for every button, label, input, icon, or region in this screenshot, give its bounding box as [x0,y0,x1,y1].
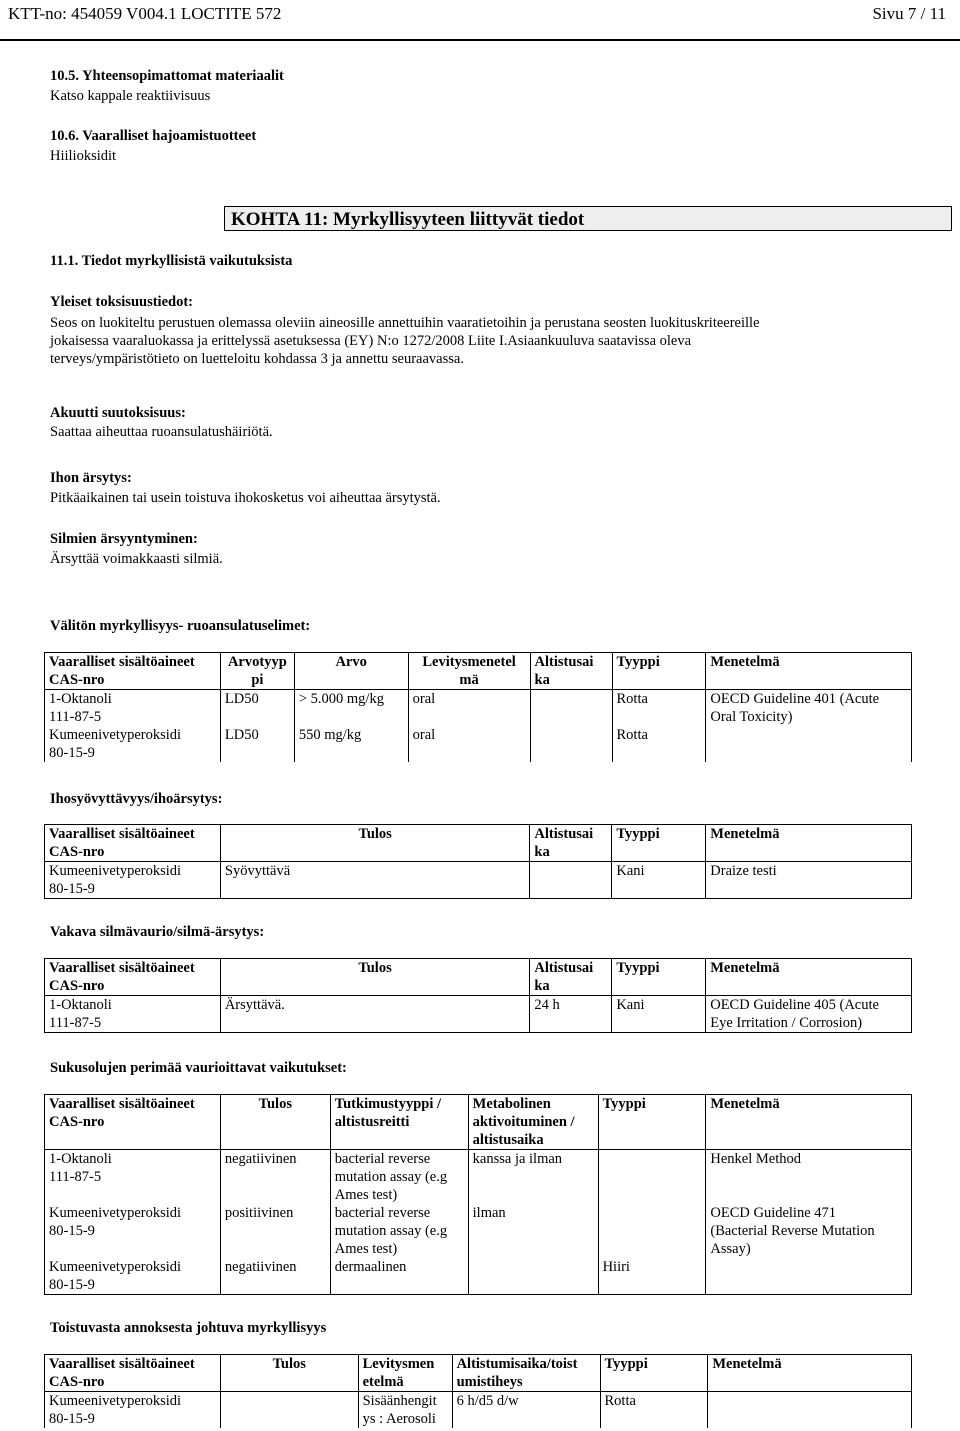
table-cell-text: Tulos [272,1356,306,1372]
section-10-5-text: Katso kappale reaktiivisuus [50,88,211,104]
table-cell-text: Tulos [358,960,392,976]
table-cell-text: Arvotyyp [227,654,287,670]
table-cell-text: CAS-nro [49,1374,105,1390]
table-cell-text: Sisäänhengit [362,1393,437,1409]
table-cell-text: LD50 [224,727,259,743]
table-cell-text: Tyyppi [616,960,660,976]
general-toxicity-title: Yleiset toksisuustiedot: [50,294,193,310]
table-cell [220,1355,358,1392]
table-cell-text: Menetelmä [710,654,780,670]
table-cell [530,726,612,762]
table-cell [330,1258,468,1295]
table-cell [598,1204,706,1258]
table-cell [708,1392,912,1429]
table-cell-text: umistiheys [456,1374,523,1390]
table-cell-text: Tulos [258,1096,292,1112]
table-cell [45,996,221,1033]
table-cell-text: Tutkimustyyppi / [334,1096,442,1112]
table-cell [220,862,529,899]
table-cell [706,1150,912,1205]
table-cell-text: 1-Oktanoli [49,997,112,1013]
section-10-6-title: 10.6. Vaaralliset hajoamistuotteet [50,128,257,144]
table-cell [706,825,912,862]
table-cell-text: Kani [616,863,645,879]
table-cell [45,690,221,727]
table-cell-text: Menetelmä [710,826,780,842]
table-cell [45,653,221,690]
page-number: Sivu 7 / 11 [872,4,946,23]
table-cell [452,1392,600,1429]
table-cell-text: mutation assay (e.g [334,1169,448,1185]
table-cell [294,726,408,762]
table-cell [706,996,912,1033]
table-cell-text: 1-Oktanoli [49,1151,112,1167]
table-cell-text: Kumeenivetyperoksidi [49,1393,182,1409]
table-cell-text: Vaaralliset sisältöaineet [49,960,195,976]
table-cell-text: Oral Toxicity) [710,709,793,725]
table-cell [358,1355,452,1392]
table-cell-text: Ames test) [334,1187,398,1203]
table-cell-text: aktivoituminen / [472,1114,575,1130]
header-divider [0,39,960,41]
table-cell [598,1095,706,1150]
table-cell [45,862,221,899]
table-cell [220,1392,358,1429]
table-cell [612,959,706,996]
table-cell [600,1355,708,1392]
table-cell-text: Menetelmä [712,1356,782,1372]
general-line-2: jokaisessa vaaraluokassa ja erittelyssä asetuksessa (EY) N:o 1272/2008 Liite I.Asiaankuuluva saatavissa oleva [50,333,692,349]
table-cell [706,959,912,996]
table-cell [598,1258,706,1295]
table-cell [530,690,612,727]
table-cell-text: CAS-nro [49,1114,105,1130]
table-cell [220,690,294,727]
acute-title: Akuutti suutoksisuus: [50,405,186,421]
table-cell-text: negatiivinen [224,1259,297,1275]
table-cell-text: 111-87-5 [49,1169,102,1185]
table2 [44,824,912,899]
table-row [45,1204,912,1258]
table-cell [294,690,408,727]
table-cell [220,1204,330,1258]
acute-text: Saattaa aiheuttaa ruoansulatushäiriötä. [50,424,273,440]
table-cell-text: Kumeenivetyperoksidi [49,727,182,743]
table-cell [598,1150,706,1205]
table-cell [612,996,706,1033]
table-cell-text: 80-15-9 [49,1277,95,1293]
table-cell-text: Altistusai [534,654,594,670]
eye-title: Silmien ärsyyntyminen: [50,531,198,547]
table-header [45,653,912,690]
table-cell [452,1355,600,1392]
table-cell [612,862,706,899]
table-cell-text: Tyyppi [602,1096,646,1112]
table-cell-text: 111-87-5 [49,1015,102,1031]
section-11-heading: KOHTA 11: Myrkyllisyyteen liittyvät tiedot [224,206,952,231]
table-cell [220,726,294,762]
table-cell-text: 80-15-9 [49,1411,95,1427]
table-row [45,726,912,762]
table4 [44,1094,912,1295]
table-cell-text: pi [251,672,264,688]
general-line-1: Seos on luokiteltu perustuen olemassa oleviin aineosille annettuihin vaaratietoihin ja perustana seosten luokituskriteereille [50,315,760,331]
table-cell-text: Hiiri [602,1259,630,1275]
table-cell-text: CAS-nro [49,978,105,994]
table5 [44,1354,912,1428]
table-cell [530,653,612,690]
table-cell [358,1392,452,1429]
table4-title: Sukusolujen perimää vaurioittavat vaikutukset: [50,1060,347,1076]
table-cell-text: Henkel Method [710,1151,801,1167]
table-cell [530,825,612,862]
table-cell-text: Kumeenivetyperoksidi [49,863,182,879]
table-cell-text: Kumeenivetyperoksidi [49,1259,182,1275]
table-cell-text: positiivinen [224,1205,294,1221]
table-cell [706,1095,912,1150]
table-cell-text: negatiivinen [224,1151,297,1167]
table-cell-text: OECD Guideline 405 (Acute [710,997,879,1013]
table1 [44,652,912,762]
skin-text: Pitkäaikainen tai usein toistuva ihokosketus voi aiheuttaa ärsytystä. [50,490,441,506]
table-cell [45,825,221,862]
table-cell-text: 6 h/d5 d/w [456,1393,519,1409]
table-row [45,996,912,1033]
table-header [45,1095,912,1150]
table-cell-text: ka [534,978,550,994]
table-cell [468,1258,598,1295]
table-cell-text: Metabolinen [472,1096,551,1112]
table-cell [706,1258,912,1295]
table-cell-text: Assay) [710,1241,751,1257]
table-cell-text: Rotta [616,691,648,707]
table-cell-text: ka [534,672,550,688]
table-cell [468,1204,598,1258]
table-cell-text: Tyyppi [616,654,660,670]
skin-title: Ihon ärsytys: [50,470,132,486]
table-cell-text: Tulos [358,826,392,842]
table-cell-text: ilman [472,1205,506,1221]
table-cell-text: Vaaralliset sisältöaineet [49,654,195,670]
page-header [8,0,960,26]
table-cell-text: Kumeenivetyperoksidi [49,1205,182,1221]
table-cell [45,1095,221,1150]
table-cell-text: LD50 [224,691,259,707]
table-cell [45,1355,221,1392]
table-cell [706,862,912,899]
table-cell [220,996,530,1033]
table-cell-text: Menetelmä [710,1096,780,1112]
table-cell [45,959,221,996]
table-cell-text: oral [412,691,436,707]
table-cell [45,1204,221,1258]
table-cell-text: Draize testi [710,863,777,879]
table-cell-text: altistusreitti [334,1114,410,1130]
table-header [45,825,912,862]
table2-title: Ihosyövyttävyys/ihoärsytys: [50,791,223,807]
table-header [45,959,912,996]
table-cell [220,1095,330,1150]
table-cell-text: Kani [616,997,645,1013]
table-cell-text: bacterial reverse [334,1151,431,1167]
table-cell-text: Vaaralliset sisältöaineet [49,826,195,842]
eye-text: Ärsyttää voimakkaasti silmiä. [50,551,223,567]
table-header [45,1355,912,1392]
table-cell-text: (Bacterial Reverse Mutation [710,1223,875,1239]
table-cell-text: Arvo [335,654,367,670]
table-cell-text: 80-15-9 [49,881,95,897]
table-cell [330,1150,468,1205]
table-cell [708,1355,912,1392]
table-cell [530,862,612,899]
table-cell-text: Menetelmä [710,960,780,976]
table-cell-text: Vaaralliset sisältöaineet [49,1356,195,1372]
table-cell-text: altistusaika [472,1132,544,1148]
general-line-3: terveys/ympäristötieto on luetteloitu kohdassa 3 ja annettu seuraavassa. [50,351,464,367]
table-cell [220,653,294,690]
table-cell [220,1258,330,1295]
table-cell [408,653,530,690]
table-cell-text: 24 h [534,997,560,1013]
table-cell [612,726,706,762]
table-cell [468,1095,598,1150]
table-cell-text: ka [534,844,550,860]
table-cell [220,1150,330,1205]
section-10-5-title: 10.5. Yhteensopimattomat materiaalit [50,68,284,84]
table3 [44,958,912,1033]
table-cell-text: Rotta [616,727,648,743]
table-cell [706,1204,912,1258]
table-cell [612,653,706,690]
table3-title: Vakava silmävaurio/silmä-ärsytys: [50,924,265,940]
table-cell [45,1150,221,1205]
table-cell-text: Eye Irritation / Corrosion) [710,1015,863,1031]
table-cell [612,690,706,727]
table-cell [530,959,612,996]
table-cell [408,690,530,727]
table-cell-text: 550 mg/kg [298,727,362,743]
table-cell-text: OECD Guideline 471 [710,1205,837,1221]
table-cell [294,653,408,690]
table-cell [45,1258,221,1295]
table-cell-text: Vaaralliset sisältöaineet [49,1096,195,1112]
table-cell-text: Tyyppi [604,1356,648,1372]
section-11-1-title: 11.1. Tiedot myrkyllisistä vaikutuksista [50,253,293,269]
table-cell [220,959,530,996]
table-cell [706,726,912,762]
table-cell-text: Altistusai [534,826,594,842]
table-cell [220,825,529,862]
table-cell [45,1392,221,1429]
table-cell-text: Levitysmen [362,1356,435,1372]
table-row [45,1258,912,1295]
table-cell [706,653,912,690]
table-cell-text: dermaalinen [334,1259,407,1275]
table-cell-text: oral [412,727,436,743]
table-cell-text: Altistusai [534,960,594,976]
table-cell [330,1204,468,1258]
table-cell-text: 111-87-5 [49,709,102,725]
table-cell-text: Syövyttävä [224,863,291,879]
table-cell-text: bacterial reverse [334,1205,431,1221]
table-cell [600,1392,708,1429]
table-cell-text: CAS-nro [49,672,105,688]
table-cell-text: CAS-nro [49,844,105,860]
table-cell-text: Levitysmenetel [422,654,516,670]
table-row [45,1392,912,1429]
table-cell [530,996,612,1033]
table-cell-text: kanssa ja ilman [472,1151,563,1167]
table-cell-text: etelmä [362,1374,404,1390]
table-cell [706,690,912,727]
table-cell-text: 80-15-9 [49,745,95,761]
table-cell [45,726,221,762]
table-cell-text: Altistumisaika/toist [456,1356,578,1372]
table-row [45,1150,912,1205]
table-cell-text: Ames test) [334,1241,398,1257]
table-row [45,690,912,727]
table-cell [468,1150,598,1205]
table-cell-text: > 5.000 mg/kg [298,691,384,707]
table-cell-text: 1-Oktanoli [49,691,112,707]
table1-title: Välitön myrkyllisyys- ruoansulatuselimet: [50,618,311,634]
table-cell [330,1095,468,1150]
table-cell-text: OECD Guideline 401 (Acute [710,691,880,707]
table-cell-text: Ärsyttävä. [224,997,285,1013]
table-cell-text: Tyyppi [616,826,660,842]
table-cell-text: mutation assay (e.g [334,1223,448,1239]
document-id: KTT-no: 454059 V004.1 LOCTITE 572 [8,4,282,23]
table-cell [612,825,706,862]
table-cell-text: mä [459,672,479,688]
section-10-6-text: Hiilioksidit [50,148,117,164]
table-cell-text: Rotta [604,1393,636,1409]
table5-title: Toistuvasta annoksesta johtuva myrkyllisyys [50,1320,327,1336]
table-cell [408,726,530,762]
table-cell-text: ys : Aerosoli [362,1411,436,1427]
table-cell-text: 80-15-9 [49,1223,95,1239]
table-row [45,862,912,899]
